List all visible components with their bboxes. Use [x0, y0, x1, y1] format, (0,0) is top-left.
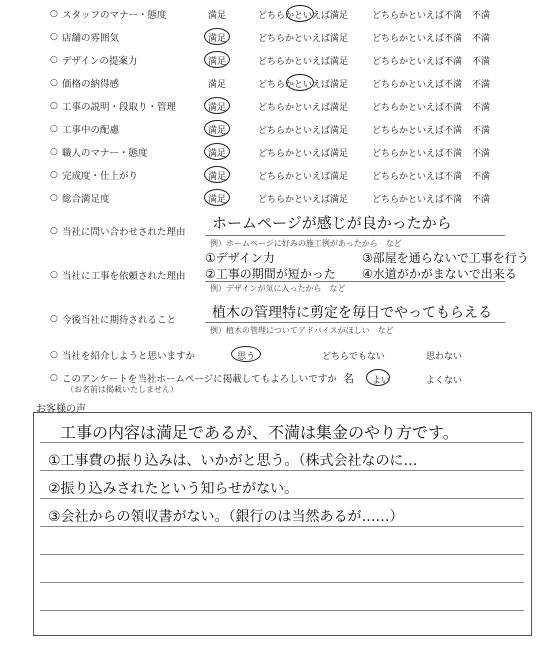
selection-circle: [204, 51, 230, 68]
rating-option[interactable]: どちらかといえば不満: [372, 11, 463, 21]
rating-option[interactable]: どちらかといえば満足: [258, 126, 349, 136]
rating-question-label: 完成度・仕上がり: [62, 171, 139, 182]
rating-option[interactable]: 満足: [208, 80, 227, 90]
reason-request-label: 当社に工事を依頼された理由: [62, 271, 186, 282]
rating-option[interactable]: どちらかといえば満足: [258, 34, 349, 44]
reason-request-answer-1[interactable]: ①デザイン力: [205, 251, 275, 265]
reason-request-answer-2[interactable]: ②工事の期間が短かった: [205, 267, 336, 281]
rating-option[interactable]: どちらかといえば満足: [258, 80, 349, 90]
future-expectation-example: 例）植木の管理についてアドバイスがほしい など: [210, 326, 394, 335]
rating-option[interactable]: 不満: [472, 80, 491, 90]
rating-option[interactable]: 不満: [472, 103, 491, 113]
future-expectation-answer[interactable]: 植木の管理特に剪定を毎日でやってもらえる: [212, 305, 492, 321]
selection-circle: [204, 189, 230, 206]
selection-circle: [366, 369, 390, 386]
reason-inquiry-label: 当社に問い合わせされた理由: [62, 227, 186, 238]
rating-option[interactable]: どちらかといえば満足: [258, 11, 349, 21]
selection-circle: [204, 28, 230, 45]
ruled-line: [40, 582, 524, 583]
rating-option[interactable]: どちらかといえば満足: [258, 149, 349, 159]
selection-circle: [286, 5, 314, 22]
rating-option[interactable]: どちらかといえば満足: [258, 103, 349, 113]
radio-bullet[interactable]: ○: [50, 226, 58, 236]
reason-request-example: 例）デザインが気に入ったから など: [210, 284, 346, 293]
future-expectation-underline: [205, 322, 505, 323]
voice-line-2[interactable]: ①工事費の振り込みは、いかがと思う。（株式会社なのに…: [48, 453, 418, 469]
radio-bullet[interactable]: ○: [50, 350, 58, 360]
rating-option[interactable]: 不満: [472, 57, 491, 67]
rating-option[interactable]: どちらかといえば不満: [372, 126, 463, 136]
voice-heading: お客様の声: [36, 404, 86, 415]
future-expectation-label: 今後当社に期待されること: [62, 315, 177, 326]
radio-bullet[interactable]: ○: [50, 32, 58, 42]
rating-option[interactable]: どちらかといえば満足: [258, 172, 349, 182]
ruled-line: [40, 610, 524, 611]
rating-option[interactable]: 不満: [472, 11, 491, 21]
rating-option[interactable]: どちらかといえば不満: [372, 103, 463, 113]
rating-option[interactable]: 満足: [208, 11, 227, 21]
introduce-option-neutral[interactable]: どちらでもない: [322, 352, 385, 362]
ruled-line: [40, 526, 524, 527]
publish-option-yes[interactable]: よい: [372, 376, 391, 386]
rating-question-label: 店舗の雰囲気: [62, 33, 120, 44]
publish-option-no[interactable]: よくない: [426, 376, 463, 386]
rating-option[interactable]: 満足: [208, 34, 227, 44]
voice-line-1[interactable]: 工事の内容は満足であるが、不満は集金のやり方です。: [60, 423, 459, 442]
rating-option[interactable]: どちらかといえば不満: [372, 80, 463, 90]
introduce-option-no[interactable]: 思わない: [426, 352, 463, 362]
reason-request-answer-4[interactable]: ④水道がかがまないで出来る: [362, 267, 517, 281]
rating-option[interactable]: どちらかといえば不満: [372, 195, 463, 205]
rating-option[interactable]: どちらかといえば不満: [372, 57, 463, 67]
selection-circle: [204, 120, 230, 137]
introduce-option-yes[interactable]: 思う: [237, 352, 256, 362]
reason-inquiry-example: 例）ホームページに好みの施工例があったから など: [210, 239, 402, 248]
rating-option[interactable]: 満足: [208, 195, 227, 205]
reason-inquiry-answer[interactable]: ホームページが感じが良かったから: [212, 214, 452, 232]
selection-circle: [204, 143, 230, 160]
rating-option[interactable]: 不満: [472, 172, 491, 182]
rating-question-label: スタッフのマナー・態度: [62, 10, 167, 21]
radio-bullet[interactable]: ○: [50, 170, 58, 180]
publish-name-mark: 名: [343, 372, 354, 385]
rating-question-label: 工事中の配慮: [62, 125, 120, 136]
selection-circle: [286, 74, 314, 91]
reason-request-answer-3[interactable]: ③部屋を通らないで工事を行う: [362, 251, 529, 265]
ruled-line: [40, 498, 524, 499]
rating-option[interactable]: どちらかといえば満足: [258, 195, 349, 205]
rating-question-label: デザインの提案力: [62, 56, 138, 67]
rating-option[interactable]: どちらかといえば満足: [258, 57, 349, 67]
radio-bullet[interactable]: ○: [50, 101, 58, 111]
rating-option[interactable]: どちらかといえば不満: [372, 149, 463, 159]
radio-bullet[interactable]: ○: [50, 124, 58, 134]
reason-request-underline: [205, 281, 505, 282]
selection-circle: [204, 166, 230, 183]
rating-option[interactable]: 不満: [472, 126, 491, 136]
radio-bullet[interactable]: ○: [50, 314, 58, 324]
rating-option[interactable]: どちらかといえば不満: [372, 34, 463, 44]
selection-circle: [231, 346, 261, 362]
publish-sublabel: （お名前は掲載いたしません）: [66, 385, 178, 394]
rating-option[interactable]: どちらかといえば不満: [372, 172, 463, 182]
rating-question-label: 職人のマナー・態度: [62, 148, 148, 159]
rating-question-label: 工事の説明・段取り・管理: [62, 102, 177, 113]
radio-bullet[interactable]: ○: [50, 147, 58, 157]
ruled-line: [40, 554, 524, 555]
rating-option[interactable]: 満足: [208, 172, 227, 182]
ruled-line: [40, 470, 524, 471]
radio-bullet[interactable]: ○: [50, 270, 58, 280]
rating-option[interactable]: 不満: [472, 34, 491, 44]
voice-line-4[interactable]: ③会社からの領収書がない。（銀行のは当然あるが……）: [48, 509, 404, 525]
selection-circle: [204, 97, 230, 114]
voice-line-3[interactable]: ②振り込みされたという知らせがない。: [48, 481, 299, 497]
rating-option[interactable]: 不満: [472, 149, 491, 159]
radio-bullet[interactable]: ○: [50, 55, 58, 65]
radio-bullet[interactable]: ○: [50, 373, 58, 383]
rating-option[interactable]: 満足: [208, 126, 227, 136]
rating-question-label: 価格の納得感: [62, 79, 120, 90]
radio-bullet[interactable]: ○: [50, 193, 58, 203]
rating-option[interactable]: 満足: [208, 57, 227, 67]
publish-label: このアンケートを当社ホームページに掲載してもよろしいですか: [62, 374, 337, 385]
radio-bullet[interactable]: ○: [50, 9, 58, 19]
rating-option[interactable]: 満足: [208, 103, 227, 113]
reason-inquiry-underline: [205, 235, 505, 236]
rating-option[interactable]: 満足: [208, 149, 227, 159]
introduce-label: 当社を紹介しようと思いますか: [62, 351, 196, 362]
rating-question-label: 総合満足度: [62, 194, 110, 205]
radio-bullet[interactable]: ○: [50, 78, 58, 88]
rating-option[interactable]: 不満: [472, 195, 491, 205]
